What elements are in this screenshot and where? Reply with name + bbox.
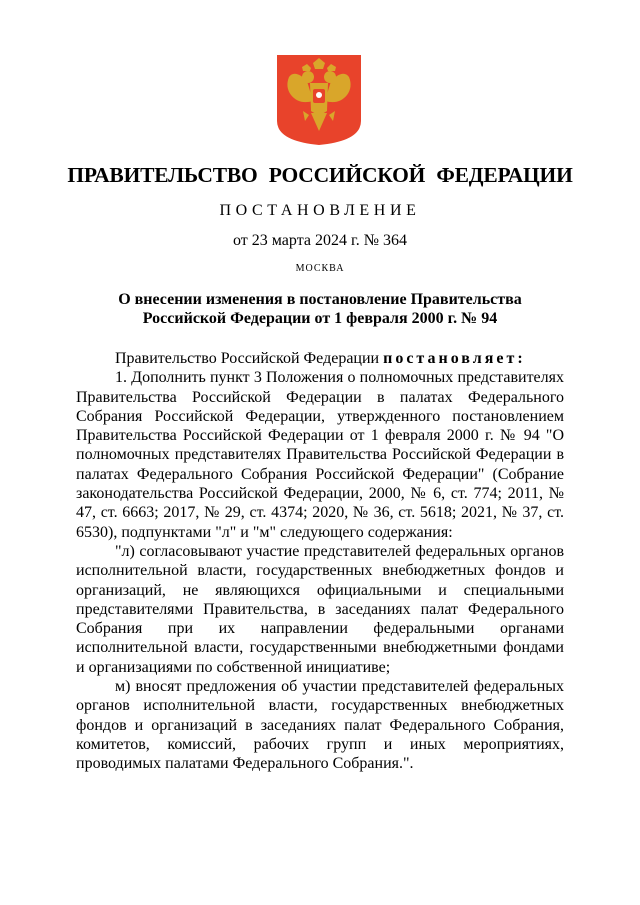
paragraph-1: 1. Дополнить пункт 3 Положения о полномочных представителях Правительства Российской Федерации в палатах Федерального Собрания Российской Федерации, утвержденного постановлением Правительства Российской Федерации от 1 февраля 2000 г. № 94 "О полномочных представителях Правительства Российской Федерации в палатах Федерального Собрания Российской Федерации" (Собрание законодательства Российской Федерации, 2000, № 6, ст. 774; 2011, № 47, ст. 6663; 2017, № 29, ст. 4374; 2020, № 36, ст. 5618; 2021, № 37, ст. 6530), подпунктами "л" и "м" следующего содержания:	[76, 369, 564, 541]
intro-paragraph	[76, 349, 564, 368]
document-subject	[60, 290, 580, 328]
subject-line-2: Российской Федерации от 1 февраля 2000 г. № 94	[142, 310, 498, 327]
paragraph-m: м) вносят предложения об участии представителей федеральных органов исполнительной власти, государственных внебюджетных фондов и организаций в заседаниях палат Федерального Собрания, комитетов, комиссий, рабочих групп и иных мероприятиях, проводимых палатами Федерального Собрания.".	[76, 678, 564, 773]
subject-line-1: О внесении изменения в постановление Правительства	[118, 291, 522, 308]
intro-text: Правительство Российской Федерации	[115, 350, 384, 367]
document-date-number: от 23 марта 2024 г. № 364	[233, 232, 407, 249]
government-title: ПРАВИТЕЛЬСТВО РОССИЙСКОЙ ФЕДЕРАЦИИ	[67, 163, 573, 187]
paragraph-l: "л) согласовывают участие представителей федеральных органов исполнительной власти, государственных внебюджетных фондов и организаций, не являющихся официальными и специальными представителями Правительства, в заседаниях палат Федерального Собрания при их направлении федеральными органами исполнительной власти, государственными внебюджетными фондами и организациями по собственной инициативе;	[76, 542, 564, 676]
document-body	[76, 349, 564, 774]
coat-of-arms-emblem	[277, 55, 361, 145]
resolves-word: постановляет:	[383, 350, 526, 367]
double-headed-eagle-icon	[277, 55, 361, 145]
document-city: МОСКВА	[295, 263, 345, 274]
document-type: ПОСТАНОВЛЕНИЕ	[219, 202, 421, 219]
